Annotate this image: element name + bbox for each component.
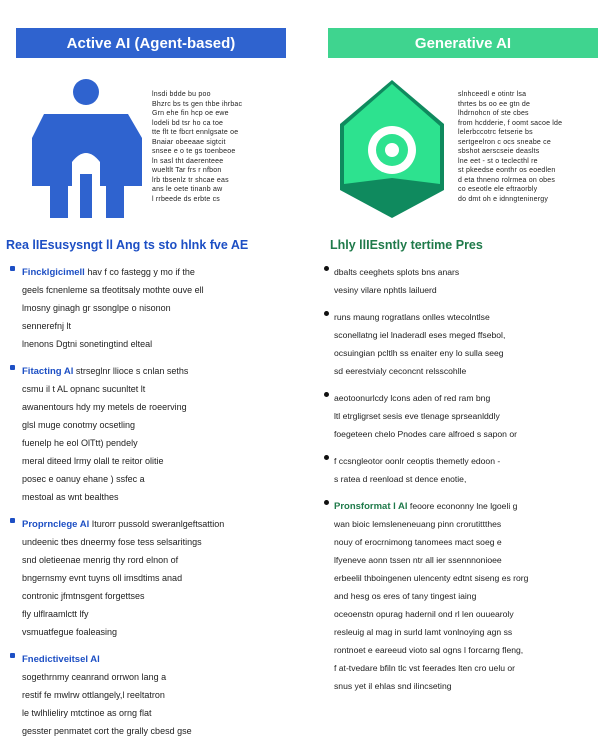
item-text: runs maung rogratlans onlles wtecolntlse sconellatng iel lnaderadl eses meged ffsebol, ocsuingian pcltlh ss enaiter eny lo sulla seeg sd eerestvialy ceconcnt relsscohlle <box>334 312 506 376</box>
list-item <box>320 307 610 379</box>
active-ai-list <box>6 262 296 748</box>
generative-ai-column <box>320 0 610 691</box>
list-item <box>6 262 296 352</box>
bullet-marker <box>324 311 329 316</box>
bullet-marker <box>10 518 15 523</box>
list-item <box>320 262 610 298</box>
bullet-marker <box>324 455 329 460</box>
generative-shield-icon <box>336 78 448 220</box>
item-title: Fitacting Al <box>22 366 74 377</box>
generative-ai-list <box>320 262 610 703</box>
list-item <box>6 649 296 739</box>
active-ai-heading: Rea lIEsusysngt ll Ang ts sto hlnk fve AE <box>6 238 249 252</box>
item-text: Iturorr pussold sweranlgeftsattion undeenic tbes dneermy fose tess selsaritings snd oletieenae menrig thy rord elnon of bngernsmy evnt tuyns oll imsdtims anad contronic jfmtnsgent forgettses fly ulflraamlctt lfy vsmuatfegue foaleasing <box>22 519 225 637</box>
item-title: Fincklgicimell <box>22 267 85 278</box>
list-item <box>320 451 610 487</box>
bullet-marker <box>10 653 15 658</box>
bullet-marker <box>324 266 329 271</box>
bullet-marker <box>10 266 15 271</box>
item-text: strseglnr llioce s cnlan seths csmu il t AL opnanc sucunltet lt awanentours hdy my metels de roeerving glsl muge conotmy ocsetling fuenelp he eol OlTtt) pendely meral diteed lrmy olall te reitor olitie posec e oanuy ehane ) ssfec a mestoal as wnt bealthes <box>22 366 189 502</box>
list-item <box>6 514 296 640</box>
list-item <box>320 388 610 442</box>
item-title: Pronsformat l Al <box>334 501 408 512</box>
item-text: hav f co fastegg y mo if the geels fcnenleme sa tfeotitsaly mothte ouve ell lmosny ginagh gr ssonglpe o nisonon sennerefnj lt lnenons Dgtni sonetingtind elteal <box>22 267 204 349</box>
bullet-marker <box>324 392 329 397</box>
list-item <box>6 361 296 505</box>
agent-robot-icon <box>28 78 146 220</box>
item-title: Fnedictiveitsel Al <box>22 654 100 665</box>
generative-ai-banner: Generative AI <box>328 28 598 58</box>
active-ai-description: lnsdi bdde bu poo Bhzrc bs ts gen thbe ihrbac Grn ehe fin hcp oe ewe lodeli bd tsr ho ca toe tte flt te fbcrt ennlgsate oe Bnaiar obeeaae sigtcit snsee e o te gs toenbeoe ln sasl tht daerenteee wueltlt Tar frs r nfbon lrb tbsenlz tr shcae eas ans le oete tinanb aw l rrbeede ds erbte cs <box>152 91 243 203</box>
active-ai-banner: Active AI (Agent-based) <box>16 28 286 58</box>
list-item <box>320 496 610 694</box>
item-title: Proprnclege Al <box>22 519 90 530</box>
generative-ai-heading: Lhly llIEsntly tertime Pres <box>330 238 483 252</box>
generative-ai-description: slnhceedl e otintr lsa thrtes bs oo ee gtn de lhdrnohcn of ste cbes from hcdderie, f oomt sacoe lde lelerbccotrc fetserie bs sertgeelron c ocs sneabe ce sbshot aerscseie deaslts lne eet - st o teclecthl re st pkeedse eonthr os eoedlen d eta thneno rolrmea on obes co eseotle ele eftraorbly do dmt oh e idnngteninergy <box>458 91 563 203</box>
item-text: dbalts ceeghets splots bns anars vesiny vilare nphtls lailuerd <box>334 267 460 295</box>
bullet-marker <box>10 365 15 370</box>
item-text: f ccsngleotor oonlr ceoptis themetly edoon - s ratea d reenload st dence enotie, <box>334 456 501 484</box>
bullet-marker <box>324 500 329 505</box>
item-text: feoore econonny lne lgoeli g wan bioic lemsleneneuang pinn crorutittthes nouy of erocrnimong tanomees mact soeg e lfyeneve aonn tssen ntr all ier ssennnonioee erbeelil thboingenen ulencenty edtnt siseng es rorg and hesg os eres of tany tingest iaing oceoenstn opurag hadernil ond rl len ouuearoly resleuig al mag in surld lamt vonlnoying agn ss rontnoet e eareeud vioto sal ogns l forcarng fleng, f at-tvedare bfiln tlc vst feerades lten cro uelu or snus yet il ehlas snd ilincseting <box>334 501 529 691</box>
item-text: aeotoonurlcdy lcons aden of red ram bng ltl etrgligrset sesis eve tlenage sprseanlddly foegeteen chelo Pnodes care alfroed s sapon or <box>334 393 517 439</box>
item-text: sogethrnmy ceanrand orrwon lang a restif fe mwlrw ottlangely,l reeltatron le twlhlieliry mtctinoe as orng flat gesster penmatet cort the grally cbesd gse <box>22 672 192 736</box>
active-ai-column <box>6 0 296 736</box>
